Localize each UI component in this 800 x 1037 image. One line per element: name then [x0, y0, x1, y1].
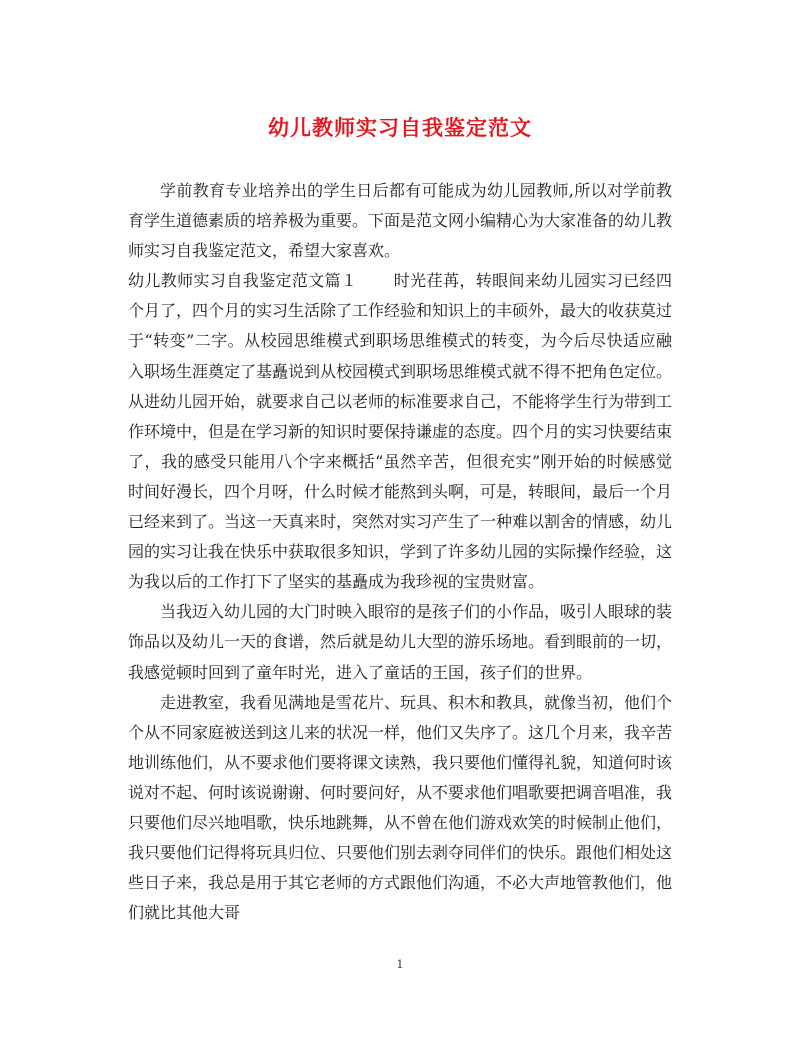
paragraph-3: 走进教室，我看见满地是雪花片、玩具、积木和教具，就像当初，他们个个从不同家庭被送到这儿来的状况一样，他们又失序了。这几个月来，我辛苦地训练他们，从不要求他们要将课文读熟，我只要他们懂得礼貌，知道何时该说对不起、何时该说谢谢、何时要问好，从不要求他们唱歌要把调音唱准，我只要他们尽兴地唱歌，快乐地跳舞，从不曾在他们游戏欢笑的时候制止他们，我只要他们记得将玩具归位、只要他们别去剥夺同伴们的快乐。跟他们相处这些日子来，我总是用于其它老师的方式跟他们沟通，不必大声地管教他们，他们就比其他大哥 [128, 692, 673, 923]
intro-paragraph: 学前教育专业培养出的学生日后都有可能成为幼儿园教师,所以对学前教育学生道德素质的培养极为重要。下面是范文网小编精心为大家准备的幼儿教师实习自我鉴定范文，希望大家喜欢。 [128, 181, 673, 261]
paragraph-2: 当我迈入幼儿园的大门时映入眼帘的是孩子们的小作品，吸引人眼球的装饰品以及幼儿一天的食谱，然后就是幼儿大型的游乐场地。看到眼前的一切，我感觉顿时回到了童年时光，进入了童话的王国，孩子们的世界。 [128, 602, 673, 682]
document-body [128, 176, 672, 928]
document-title: 幼儿教师实习自我鉴定范文 [268, 115, 532, 140]
section-heading: 幼儿教师实习自我鉴定范文篇１ [128, 271, 358, 291]
paragraph-1: 时光荏苒，转眼间来幼儿园实习已经四个月了，四个月的实习生活除了工作经验和知识上的丰硕外，最大的收获莫过于“转变”二字。从校园思维模式到职场思维模式的转变，为今后尽快适应融入职场生涯奠定了基矗说到从校园模式到职场思维模式就不得不把角色定位。从进幼儿园开始，就要求自己以老师的标准要求自己，不能将学生行为带到工作环境中，但是在学习新的知识时要保持谦虚的态度。四个月的实习快要结束了，我的感受只能用八个字来概括“虽然辛苦，但很充实”刚开始的时候感觉时间好漫长，四个月呀，什么时候才能熬到头啊，可是，转眼间，最后一个月已经来到了。当这一天真来时，突然对实习产生了一种难以割舍的情感，幼儿园的实习让我在快乐中获取很多知识，学到了许多幼儿园的实际操作经验，这为我以后的工作打下了坚实的基矗成为我珍视的宝贵财富。 [128, 271, 673, 592]
section-first-paragraph [128, 266, 672, 597]
page-number: 1 [396, 958, 404, 971]
